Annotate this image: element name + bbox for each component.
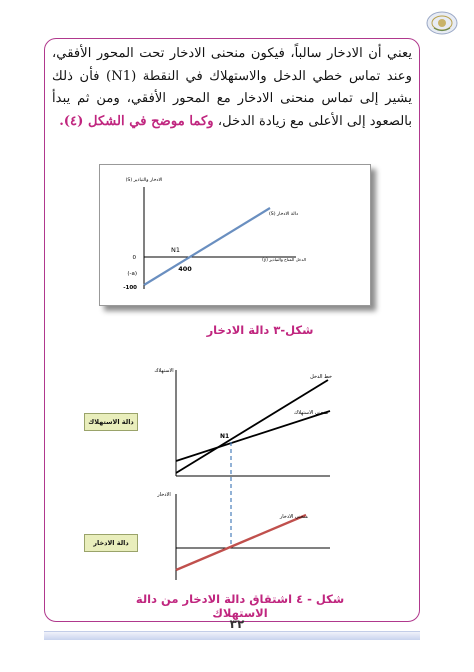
fig1-tick-zero: 0 <box>132 255 136 261</box>
fig1-curve-label: دالة الادخار (S) <box>268 212 298 217</box>
fig1-point-label: N1 <box>171 246 180 254</box>
fig2-bottom-ylabel: الادخار <box>157 492 171 498</box>
figure-2-svg <box>70 358 420 588</box>
ministry-logo-icon <box>425 10 459 36</box>
saving-function-box: دالة الادخار <box>84 534 138 552</box>
fig2-income-label: خط الدخل <box>310 374 332 380</box>
fig1-tick-neg: (-a) <box>127 271 137 277</box>
fig1-tick-x: 400 <box>178 265 192 273</box>
figure-2-diagram <box>70 358 420 588</box>
fig2-consumption-label: منحنى الاستهلاك <box>293 410 328 416</box>
fig2-consumption-line <box>176 411 330 461</box>
paragraph-text: يعني أن الادخار سالباً، فيكون منحنى الادخار تحت المحور الأفقي، وعند تماس خطي الدخل والاستهلاك في النقطة (N1) فأن ذلك يشير إلى تماس منحنى الادخار مع المحور الأفقي، ومن ثم يبدأ بالصعود إلى الأعلى مع زيادة الدخل، <box>52 46 412 129</box>
figure-2-caption: شكل - ٤ اشتقاق دالة الادخار من دالة الاستهلاك <box>135 592 345 620</box>
footer-band <box>44 631 420 640</box>
paragraph-highlight: وكما موضح في الشكل (٤). <box>59 113 214 129</box>
fig2-income-line <box>176 380 328 473</box>
consumption-function-box: دالة الاستهلاك <box>84 413 138 431</box>
fig2-saving-line <box>176 515 306 570</box>
fig2-top-ylabel: الاستهلاك <box>154 368 174 374</box>
page-number: ٣٢ <box>229 617 245 631</box>
figure-1-svg <box>100 165 370 305</box>
figure-1-caption: شكل-٣ دالة الادخار <box>206 323 314 337</box>
fig2-point-label: N1 <box>220 433 230 440</box>
fig1-tick-min: -100 <box>123 285 137 291</box>
fig1-ylabel: الادخار والتباذير (S) <box>125 178 163 183</box>
figure-1-chart <box>99 164 371 306</box>
body-paragraph <box>52 43 412 133</box>
fig1-saving-curve <box>144 208 270 285</box>
fig2-saving-label: منحنى الادخار <box>279 514 308 520</box>
fig1-xlabel: الدخل المتاح والتباذير (y) <box>262 257 306 262</box>
